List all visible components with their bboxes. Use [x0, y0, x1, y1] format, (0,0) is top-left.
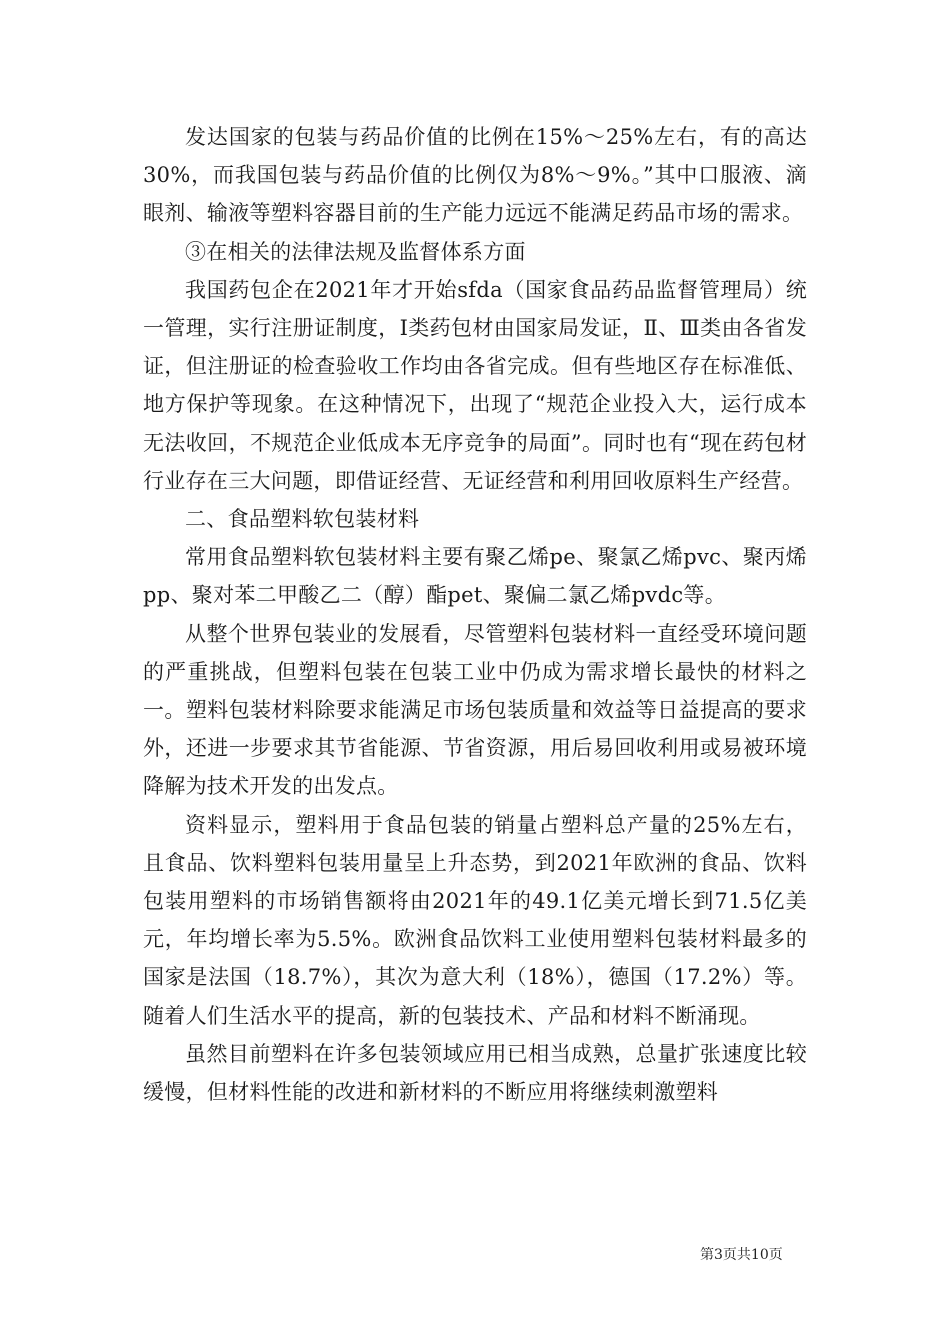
page-number-footer: 第3页共10页	[700, 1247, 783, 1263]
paragraph-heading-regulation: ③在相关的法律法规及监督体系方面	[185, 239, 526, 264]
paragraph-current-status: 虽然目前塑料在许多包装领域应用已相当成熟，总量扩张速度比较缓慢，但材料性能的改进和新材料的不断应用将继续刺激塑料	[143, 1041, 807, 1105]
paragraph-world-development: 从整个世界包装业的发展看，尽管塑料包装材料一直经受环境问题的严重挑战，但塑料包装在包装工业中仍成为需求增长最快的材料之一。塑料包装材料除要求能满足市场包装质量和效益等日益提高的要求外，还进一步要求其节省能源、节省资源，用后易回收利用或易被环境降解为技术开发的出发点。	[143, 621, 807, 799]
document-body	[143, 118, 807, 1111]
paragraph-sfda-management: 我国药包企在2021年才开始sfda（国家食品药品监督管理局）统一管理，实行注册证制度，Ⅰ类药包材由国家局发证，Ⅱ、Ⅲ类由各省发证，但注册证的检查验收工作均由各省完成。但有些地区存在标准低、地方保护等现象。在这种情况下，出现了“规范企业投入大，运行成本无法收回，不规范企业低成本无序竞争的局面”。同时也有“现在药包材行业存在三大问题，即借证经营、无证经营和利用回收原料生产经营。	[143, 277, 807, 493]
paragraph-heading-food-packaging: 二、食品塑料软包装材料	[185, 507, 420, 532]
paragraph-market-data: 资料显示，塑料用于食品包装的销量占塑料总产量的25%左右，且食品、饮料塑料包装用量呈上升态势，到2021年欧洲的食品、饮料包装用塑料的市场销售额将由2021年的49.1亿美元增长到71.5亿美元，年均增长率为5.5%。欧洲食品饮料工业使用塑料包装材料最多的国家是法国（18.7%），其次为意大利（18%），德国（17.2%）等。随着人们生活水平的提高，新的包装技术、产品和材料不断涌现。	[143, 812, 807, 1028]
paragraph-common-materials: 常用食品塑料软包装材料主要有聚乙烯pe、聚氯乙烯pvc、聚丙烯pp、聚对苯二甲酸乙二（醇）酯pet、聚偏二氯乙烯pvdc等。	[143, 545, 807, 608]
paragraph-price-ratio: 发达国家的包装与药品价值的比例在15%～25%左右，有的高达30%，而我国包装与药品价值的比例仅为8%～9%。”其中口服液、滴眼剂、输液等塑料容器目前的生产能力远远不能满足药品市场的需求。	[143, 125, 807, 226]
